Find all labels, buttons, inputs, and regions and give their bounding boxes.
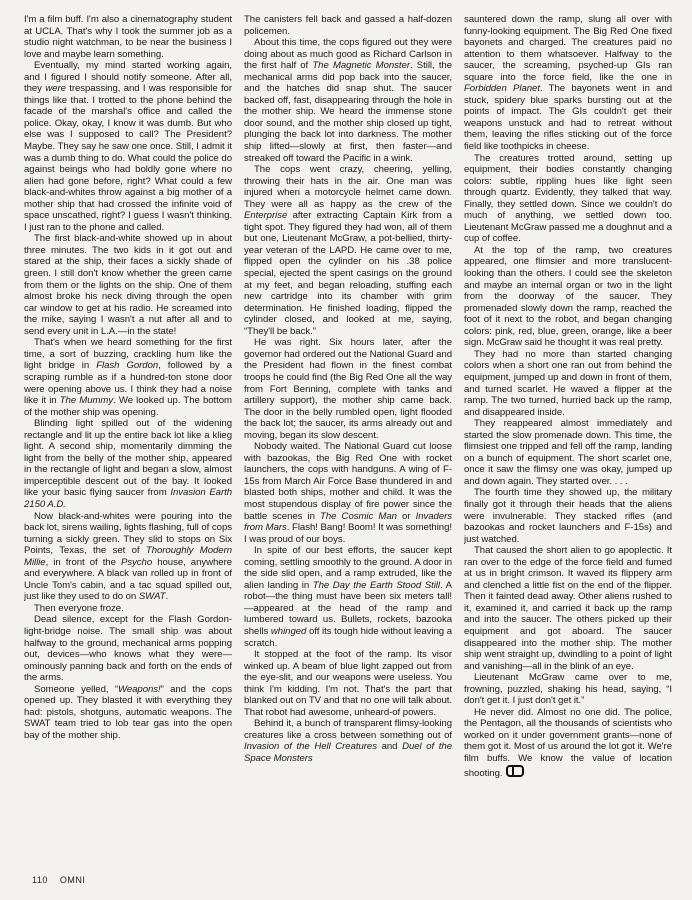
magazine-name: OMNI <box>59 875 86 885</box>
text-run: trespassing, and I was responsible for things like that. I trotted to the phone behind the facade of the marshal's office and called the police. Okay, okay, I know it was dumb. But who else was I supposed to call? The President? Maybe. They say he saw one once. Still, I admit it was a dumb thing to do. What could the police do against beings who had boldly gone where no alien had gone before, right? What could a few black-and-whites throw against a big mother of a mother ship that had crossed the infinite void of space unscathed, right? I guess I wasn't thinking. I just ran to the phone and called. <box>24 83 232 233</box>
text-run: They had no more than started changing colors when a short one ran out from behind the equipment, jumped up and down in front of them, and turned scarlet. He waved a flipper at the ramp. The two turned, hurried back up the ramp, and disappeared inside. <box>464 348 672 418</box>
italic-title: Weapons! <box>118 683 161 695</box>
text-run: I'm a film buff. I'm also a cinematography student at UCLA. That's why I took the summer job as a studio night watchman, to be near the business I love and maybe learn something. <box>24 14 232 60</box>
text-run: sauntered down the ramp, slung all over with funny-looking equipment. The Big Red One fixed bayonets and charged. The creatures paid no attention to them whatsoever. Halfway to the saucer, the screaming, psyched-up GIs ran square into the force field, like the one in <box>464 14 672 83</box>
text-run: . The bayonets went in and stuck, spidery blue sparks bursting out at the points of impact. The GIs couldn't get their weapons unstuck and had to retreat without them, leaving the rifles sticking out of the force field like toothpicks in cheese. <box>464 83 672 153</box>
text-run: , followed by a scraping rumble as if a hundred-ton stone door were opening above us. I think they had a noise like it in <box>24 360 232 407</box>
text-run: That's when we heard something for the first time, a sort of buzzing, crackling hum like the light bridge in <box>24 337 232 372</box>
italic-title: Forbidden Planet <box>464 83 540 95</box>
paragraph <box>24 511 232 603</box>
text-run: , in front of the <box>45 556 121 568</box>
text-run: and <box>376 741 403 753</box>
article-body <box>24 14 672 872</box>
text-run: The fourth time they showed up, the military finally got it through their heads that the aliens were invulnerable. They stacked rifles (and bazookas and rocket launchers and F-15s) and just watched. <box>464 487 672 545</box>
text-run: Then everyone froze. <box>34 602 124 614</box>
end-of-article-icon <box>506 765 524 777</box>
page-number: 110 <box>32 875 48 885</box>
paragraph <box>244 545 452 649</box>
text-run: The cops went crazy, cheering, yelling, throwing their hats in the air. One man was injured when a motorcycle helmet came down. They were all as happy as the crew of the <box>244 164 452 210</box>
paragraph <box>24 337 232 418</box>
paragraph <box>24 684 232 742</box>
text-run: He never did. Almost no one did. The police, the Pentagon, all the thousands of scientists who worked on it under government grants—none of them got it. Most of us around the lot got it. We're film buffs. We know the value of location shooting. <box>464 706 672 779</box>
italic-title: The Day the Earth Stood Still <box>312 579 440 591</box>
paragraph <box>464 707 672 779</box>
paragraph <box>244 441 452 545</box>
text-run: . We looked up. The bottom of the mother ship was opening. <box>24 395 232 418</box>
italic-title: Invasion Earth 2150 A.D. <box>24 487 232 510</box>
paragraph <box>464 418 672 487</box>
paragraph <box>464 545 672 672</box>
paragraph <box>244 164 452 337</box>
paragraph <box>24 614 232 683</box>
italic-title: Psycho <box>120 556 153 568</box>
italic-title: Flash Gordon <box>96 360 159 372</box>
text-run: Dead silence, except for the Flash Gordon-light-bridge noise. The small ship was about halfway to the ground, mechanical arms popping out, devices—who knows what they were—ominously panning back and forth on the ends of the arms. <box>24 614 232 684</box>
paragraph <box>464 14 672 153</box>
italic-title: Duel of the Space Monsters <box>244 741 452 764</box>
text-run: Now black-and-whites were pouring into the back lot, sirens wailing, lights flashing, full of cops turning a sickly green. They slid to stops on Six Points, Texas, the set of <box>24 510 232 557</box>
text-column-2 <box>244 14 452 872</box>
text-run: The creatures trotted around, setting up equipment, their bodies constantly changing colors: subtle, rippling hues like light seen through quartz. Evidently, they talked that way. Finally, they settled down. Since we couldn't do much of anything, we settled down too. Lieutenant McGraw passed me a doughnut and a cup of coffee. <box>464 152 672 245</box>
paragraph <box>244 649 452 718</box>
text-run: off its tough hide without leaving a scratch. <box>244 625 452 649</box>
paragraph <box>24 603 232 615</box>
italic-title: The Cosmic Man <box>320 510 397 522</box>
text-run: About this time, the cops figured out they were doing about as much good as Richard Carlson in the first half of <box>244 37 452 72</box>
italic-title: The Magnetic Monster <box>312 60 410 72</box>
text-column-1 <box>24 14 232 872</box>
text-column-3 <box>464 14 672 872</box>
text-run: That caused the short alien to go apoplectic. It ran over to the edge of the force field and fumed at us in bright crimson. It waved its flippery arm and clenched a little fist on the end of the flipper. Then it fainted dead away. Other aliens rushed to it, examined it, and carried it back up the ramp and into the saucer. The others picked up their equipment and got aboard. The saucer disappeared into the mother ship. The mother ship went straight up, dwindling to a point of light and vanishing—all in the blink of an eye. <box>464 545 672 672</box>
text-run: The first black-and-white showed up in about three minutes. The two kids in it got out and stared at the ship, their faces a sickly shade of green. I still don't know whether the green came from them or the lights on the ship. One of them almost broke his neck diving through the open car window to get at his radio. He screamed into the mike, saying I wasn't a nut after all and to send every unit in L.A.—in the state! <box>24 233 232 337</box>
text-run: Blinding light spilled out of the widening rectangle and lit up the entire back lot like a klieg light. A second ship, momentarily dimming the light from the belly of the mother ship, appeared in the rectangle of light and began a slow, almost imperceptible descent out of the bay. It looked like your basic flying saucer from <box>24 418 232 499</box>
paragraph <box>464 245 672 349</box>
paragraph <box>464 487 672 545</box>
paragraph <box>244 37 452 164</box>
text-run: Behind it, a bunch of transparent flimsy-looking creatures like a cross between something out of <box>244 718 452 741</box>
text-run: . A robot—the thing must have been six meters tall!—appeared at the head of the ramp and lumbered toward us. Bullets, rockets, bazooka shells <box>244 579 452 637</box>
text-run: . <box>165 591 169 603</box>
paragraph <box>24 60 232 233</box>
paragraph <box>464 672 672 707</box>
text-run: Lieutenant McGraw came over to me, frowning, puzzled, shaking his head, saying, “I don't get it. I just don't get it.” <box>464 672 672 707</box>
italic-title: Enterprise <box>244 210 288 222</box>
italic-title: The Mummy <box>59 395 114 407</box>
paragraph <box>464 349 672 418</box>
text-run: He was right. Six hours later, after the governor had ordered out the National Guard and the President had flown in the finest combat troops he could find (the Big Red One all the way from Fort Benning, complete with tanks and artillery support), the mother ship came back. The door in the belly rumbled open, light flooded the back lot; the saucer, its arms already out and moving, began its slow descent. <box>244 337 452 441</box>
paragraph <box>244 718 452 764</box>
paragraph <box>244 14 452 37</box>
italic-title: were <box>45 83 66 95</box>
paragraph <box>244 337 452 441</box>
paragraph <box>24 233 232 337</box>
text-run: Someone yelled, “ <box>34 683 118 695</box>
text-run: . Flash! Bang! Boom! It was something! I was proud of our boys. <box>244 522 452 545</box>
paragraph <box>24 418 232 510</box>
paragraph <box>24 14 232 60</box>
text-run: or <box>396 510 416 522</box>
page-footer <box>32 875 85 885</box>
text-run: house, anywhere and everywhere. A black van rolled up in front of Uncle Tom's cabin, and a tac squad spilled out, just like they used to do on <box>24 556 232 603</box>
text-run: They reappeared almost immediately and started the slow promenade down. This time, the flimsiest one tripped and fell off the ramp, landing on a bunch of equipment. The short scarlet one, once it saw the flimsy one was okay, jumped up and down again. They started over. . . . <box>464 418 672 487</box>
text-run: ” and the cops opened up. They blasted it with everything they had: pistols, shotguns, automatic weapons. The SWAT team tried to lob tear gas into the open bay of the mother ship. <box>24 683 232 741</box>
italic-title: SWAT <box>138 591 166 603</box>
italic-title: Thoroughly Modern Millie <box>24 545 232 568</box>
italic-title: whinged <box>270 625 307 637</box>
italic-title: Invaders from Mars <box>244 510 452 534</box>
text-run: At the top of the ramp, two creatures appeared, one flimsier and more translucent-looking than the others. I could see the skeleton and maybe an internal organ or two in the light from the doorway of the saucer. They promenaded slowly down the ramp, reached the foot of it next to the robot, and began changing colors: pink, red, blue, green, orange, like a beer sign. McGraw said he thought it was real pretty. <box>464 244 672 349</box>
italic-title: Invasion of the Hell Creatures <box>244 741 377 753</box>
text-run: In spite of our best efforts, the saucer kept coming, settling smoothly to the ground. A door in the side slid open, and a ramp extruded, like the alien landing in <box>244 545 452 591</box>
text-run: after extracting Captain Kirk from a tight spot. They figured they had won, all of them but one, Lieutenant McGraw, a pot-bellied, thirty-year veteran of the LAPD. He came over to me, flipped open the cylinder on his .38 police special, ejected the spent casings on the ground at my feet, and began reloading, stuffing each new cartridge into its chamber with grim determination. He finished loading, flipped the cylinder closed, and looked at me, saying, “They'll be back.” <box>244 210 452 337</box>
paragraph <box>464 153 672 245</box>
text-run: Nobody waited. The National Guard cut loose with bazookas, the Big Red One with rocket launchers, the cops with handguns. A wing of F-15s from March Air Force Base thundered in and blasted both ships, mother and child. It was the most stupendous display of fire power since the battle scenes in <box>244 441 452 522</box>
text-run: It stopped at the foot of the ramp. Its visor winked up. A beam of blue light zapped out from the eye-slit, and our weapons were useless. You think I'm kidding. I'm not. That's the part that blanked out on TV and that no one will talk about. That robot had awesome, unheard-of powers. <box>244 649 452 718</box>
text-run: . Still, the mechanical arms did pop back into the saucer, and the hatches did snap shut. The saucer backed off, fast, disappearing through the hole in the mother ship. We heard the immense stone door sound, and the mother ship closed up tight, plunging the back lot into darkness. The mother ship lifted—slowly at first, then faster—and streaked off toward the Pacific in a wink. <box>244 60 452 164</box>
text-run: Eventually, my mind started working again, and I figured I should notify someone. After all, they <box>24 60 232 95</box>
text-run: The canisters fell back and gassed a half-dozen policemen. <box>244 14 452 37</box>
